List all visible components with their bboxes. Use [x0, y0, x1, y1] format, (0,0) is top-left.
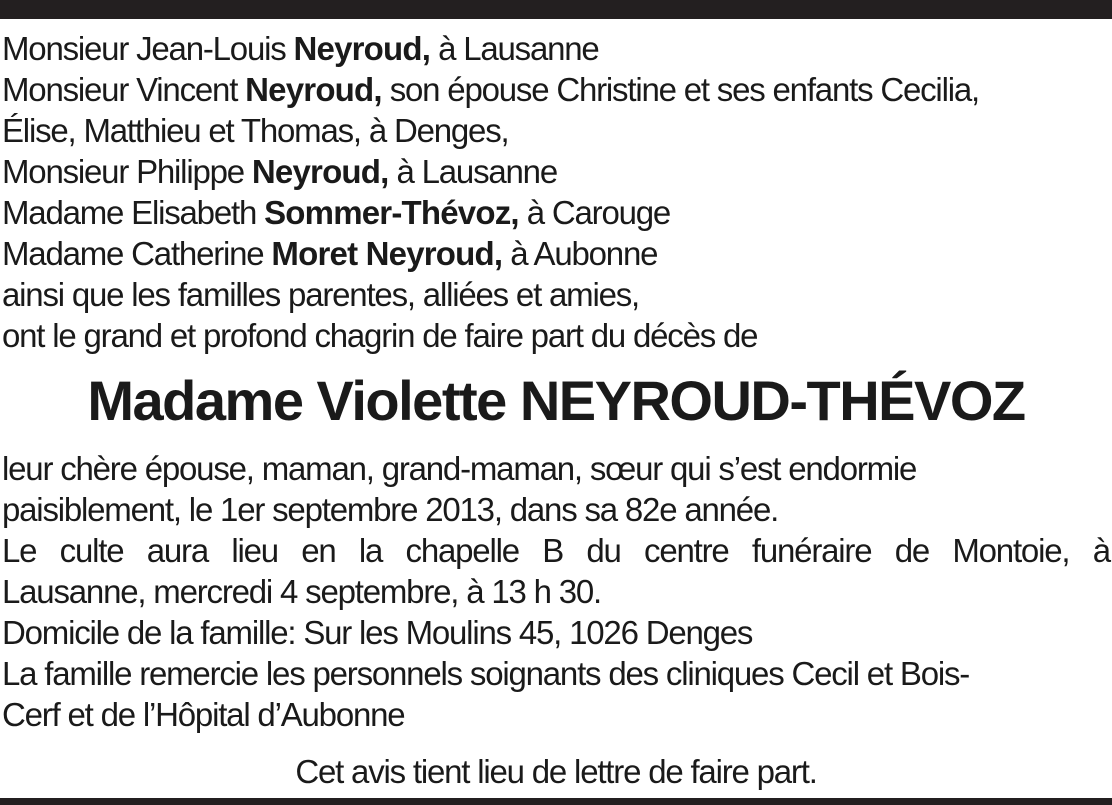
body-line: paisiblement, le 1er septembre 2013, dans sa 82e année. [2, 491, 779, 528]
body-word: chapelle [405, 532, 519, 569]
body-word: la [358, 532, 383, 569]
family-surname: Neyroud, [245, 71, 382, 108]
body-word: Le [2, 532, 37, 569]
body-line: La famille remercie les personnels soignants des cliniques Cecil et Bois- [2, 655, 970, 692]
notice-body [2, 448, 1110, 735]
body-line: Lausanne, mercredi 4 septembre, à 13 h 30. [2, 573, 601, 610]
family-line-text: Monsieur Vincent [2, 71, 246, 108]
body-word: à [1092, 532, 1110, 569]
body-word: en [301, 532, 336, 569]
family-line [2, 110, 1110, 151]
family-line [2, 233, 1110, 274]
family-line-text: Madame Catherine [2, 235, 272, 272]
family-line [2, 315, 1110, 356]
deceased-name-heading: Madame Violette NEYROUD-THÉVOZ [87, 369, 1025, 432]
family-line-place: à Carouge [518, 194, 671, 231]
body-word: du [586, 532, 621, 569]
body-word: B [542, 532, 564, 569]
family-line-place: à Aubonne [502, 235, 658, 272]
family-line-text: ainsi que les familles parentes, alliées et amies, [2, 276, 640, 313]
family-line-place: à Lausanne [430, 30, 599, 67]
body-word: funéraire [751, 532, 872, 569]
family-line [2, 192, 1110, 233]
family-surname: Neyroud, [251, 153, 389, 190]
family-line-place: à Lausanne [388, 153, 557, 190]
family-line [2, 274, 1110, 315]
family-line [2, 69, 1110, 110]
family-line-place: son épouse Christine et ses enfants Cecilia, [381, 71, 979, 108]
family-line [2, 151, 1110, 192]
body-line-justified [2, 530, 1110, 571]
body-word: lieu [231, 532, 278, 569]
body-word: culte [59, 532, 124, 569]
family-line-text: Élise, Matthieu et Thomas, à Denges, [2, 112, 509, 149]
bottom-border-rule [0, 798, 1112, 805]
family-line [2, 28, 1110, 69]
body-word: centre [644, 532, 729, 569]
closing-note: Cet avis tient lieu de lettre de faire part. [295, 753, 817, 790]
family-line-text: Monsieur Jean-Louis [2, 30, 294, 67]
body-word: aura [146, 532, 208, 569]
body-word: de [894, 532, 930, 569]
body-word: Montoie, [952, 532, 1070, 569]
family-surname: Moret Neyroud, [271, 235, 503, 272]
body-line: Domicile de la famille: Sur les Moulins 45, 1026 Denges [2, 614, 753, 651]
body-line: leur chère épouse, maman, grand-maman, sœur qui s’est endormie [2, 450, 917, 487]
body-line: Cerf et de l’Hôpital d’Aubonne [2, 696, 405, 733]
family-surname: Neyroud, [293, 30, 431, 67]
family-line-text: ont le grand et profond chagrin de faire part du décès de [2, 317, 758, 354]
family-list [2, 28, 1110, 356]
family-line-text: Monsieur Philippe [2, 153, 252, 190]
family-line-text: Madame Elisabeth [2, 194, 265, 231]
family-surname: Sommer-Thévoz, [264, 194, 519, 231]
top-border-bar [0, 0, 1112, 19]
